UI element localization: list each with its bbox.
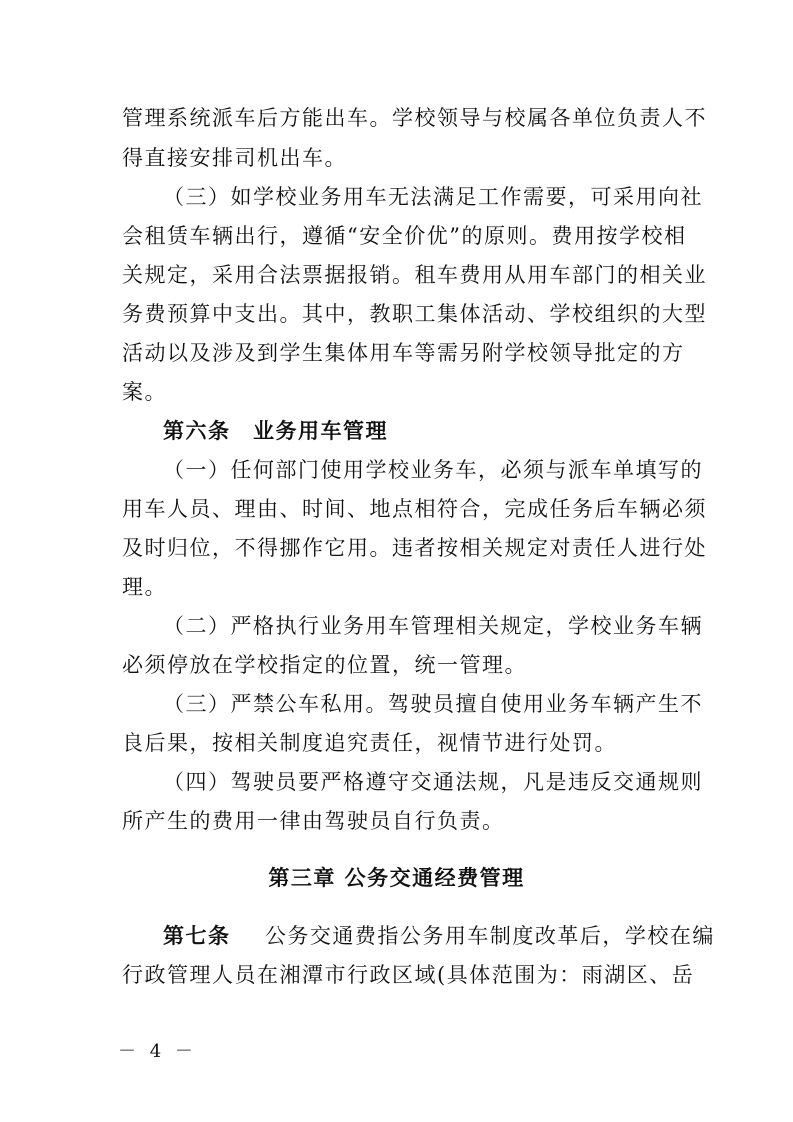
article-label: 第七条 (163, 924, 231, 948)
body-text: 公务交通费指公务用车制度改革后，学校在编 (264, 924, 715, 948)
body-line: 及时归位，不得挪作它用。违者按相关规定对责任人进行处 (122, 536, 707, 560)
body-line: 用车人员、理由、时间、地点相符合，完成任务后车辆必须 (122, 497, 707, 521)
body-line: 管理系统派车后方能出车。学校领导与校属各单位负责人不 (122, 106, 707, 130)
body-line: （一）任何部门使用学校业务车，必须与派车单填写的 (163, 458, 703, 482)
page-number: － 4 － (118, 1041, 197, 1062)
body-line: 必须停放在学校指定的位置，统一管理。 (122, 653, 527, 677)
body-line: 理。 (122, 575, 167, 599)
body-line: （四）驾驶员要严格遵守交通法规，凡是违反交通规则 (163, 770, 703, 794)
body-line: 所产生的费用一律由驾驶员自行负责。 (122, 809, 505, 833)
body-line: 关规定，采用合法票据报销。租车费用从用车部门的相关业 (122, 263, 707, 287)
body-line: 活动以及涉及到学生集体用车等需另附学校领导批定的方 (122, 341, 685, 365)
body-line: 良后果，按相关制度追究责任，视情节进行处罚。 (122, 731, 617, 755)
article7-line (163, 920, 715, 952)
body-line: 行政管理人员在湘潭市行政区域(具体范围为：雨湖区、岳 (122, 963, 695, 987)
body-line: （二）严格执行业务用车管理相关规定，学校业务车辆 (163, 614, 703, 638)
body-line: 案。 (122, 380, 167, 404)
body-line: 务费预算中支出。其中，教职工集体活动、学校组织的大型 (122, 302, 707, 326)
body-line: 得直接安排司机出车。 (122, 146, 347, 170)
body-line: （三）如学校业务用车无法满足工作需要，可采用向社 (163, 185, 703, 209)
article-heading: 第六条 业务用车管理 (163, 419, 388, 443)
body-line: 会租赁车辆出行，遵循“安全价优”的原则。费用按学校相 (122, 224, 687, 248)
body-line: （三）严禁公车私用。驾驶员擅自使用业务车辆产生不 (163, 692, 703, 716)
chapter-title: 第三章 公务交通经费管理 (268, 866, 525, 890)
